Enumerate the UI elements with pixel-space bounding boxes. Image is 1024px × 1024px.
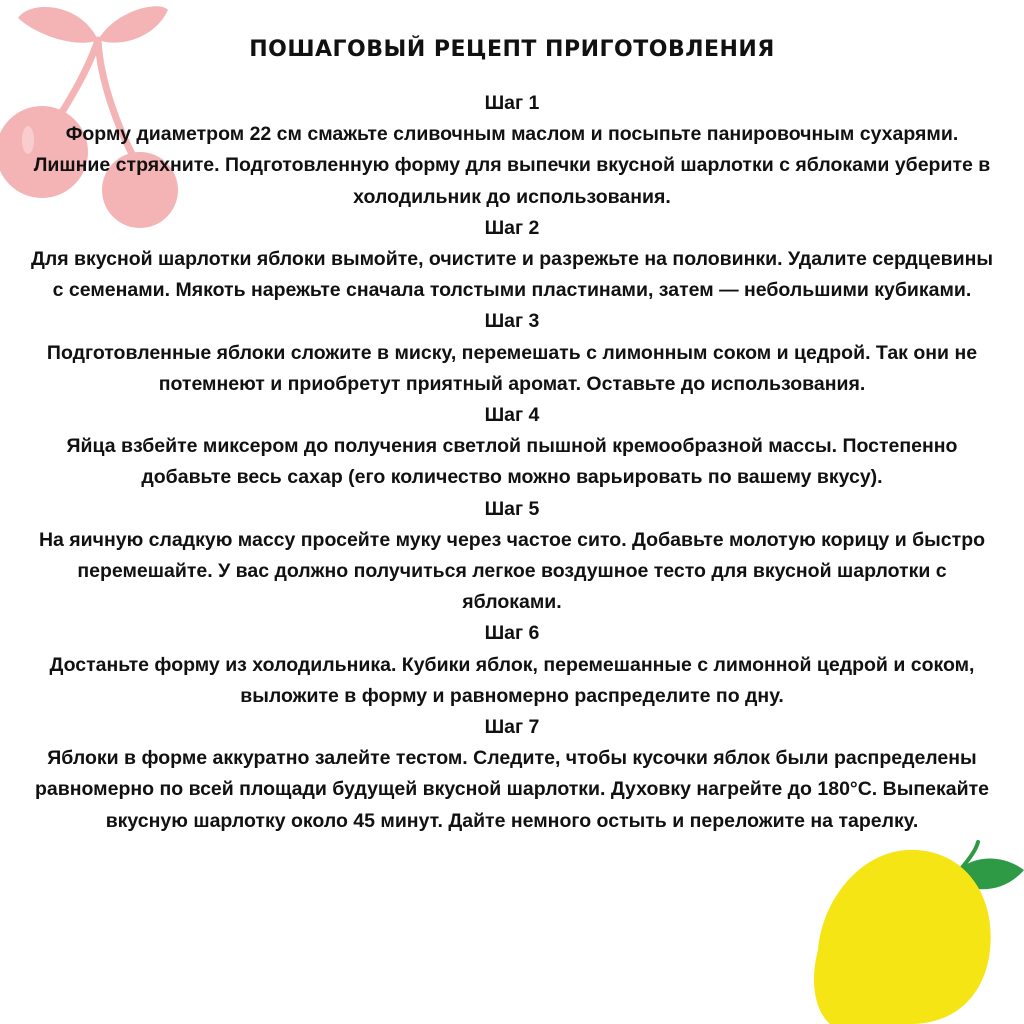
step-text: Яйца взбейте миксером до получения светлой пышной кремообразной массы. Постепенно добавьте весь сахар (его количество можно варьировать по вашему вкусу). [66,435,958,489]
step-text: На яичную сладкую массу просейте муку через частое сито. Добавьте молотую корицу и быстро перемешайте. У вас должно получиться легкое воздушное тесто для вкусной шарлотки с яблоками. [38,528,986,614]
step-item [20,213,1004,307]
lemon-illustration [800,840,1024,1024]
step-item [20,88,1004,213]
step-text: Для вкусной шарлотки яблоки вымойте, очистите и разрежьте на половинки. Удалите сердцевины с семенами. Мякоть нарежьте сначала толстыми пластинами, затем — небольшими кубиками. [30,248,994,302]
step-item [20,494,1004,619]
step-label: Шаг 5 [484,497,540,520]
step-text: Форму диаметром 22 см смажьте сливочным маслом и посыпьте панировочным сухарями. Лишние стряхните. Подготовленную форму для выпечки вкусной шарлотки с яблоками уберите в холодильник до использования. [33,123,991,208]
step-label: Шаг 6 [484,622,540,645]
step-label: Шаг 3 [484,310,540,333]
step-item [20,618,1004,712]
step-label: Шаг 1 [484,92,540,114]
page-title: ПОШАГОВЫЙ РЕЦЕПТ ПРИГОТОВЛЕНИЯ [249,37,775,62]
step-label: Шаг 7 [484,716,540,739]
step-item [20,712,1004,837]
step-text: Яблоки в форме аккуратно залейте тестом. Следите, чтобы кусочки яблок были распределены равномерно по всей площади будущей вкусной шарлотки. Духовку нагрейте до 180°C. Выпекайте вкусную шарлотку около 45 минут. Дайте немного остыть и переложите на тарелку. [35,747,989,832]
step-label: Шаг 4 [484,404,540,427]
step-text: Достаньте форму из холодильника. Кубики яблок, перемешанные с лимонной цедрой и соком, выложите в форму и равномерно распределите по дну. [49,653,975,707]
step-item [20,306,1004,400]
step-label: Шаг 2 [484,216,540,239]
step-item [20,400,1004,494]
lemon-fruit [814,850,991,1024]
steps-list [20,88,1004,837]
recipe-document [20,30,1004,837]
step-text: Подготовленные яблоки сложите в миску, перемешать с лимонным соком и цедрой. Так они не потемнеют и приобретут приятный аромат. Оставьте до использования. [46,341,978,395]
